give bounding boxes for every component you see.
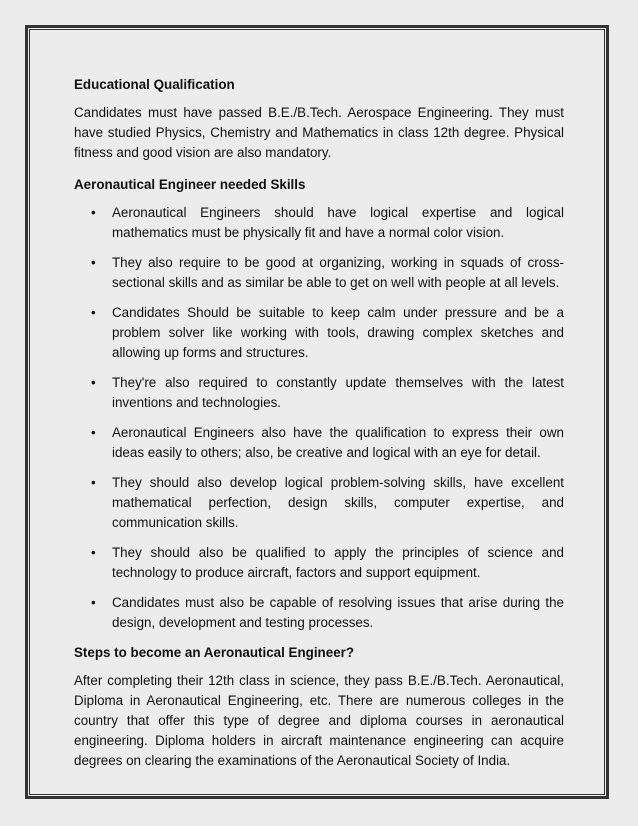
list-item <box>74 253 564 293</box>
steps-paragraph: After completing their 12th class in science, they pass B.E./B.Tech. Aeronautical, Diploma in Aeronautical Engineering, etc. There are numerous colleges in the country that offer this type of degree and diploma courses in aeronautical engineering. Diploma holders in aircraft maintenance engineering can acquire degrees on clearing the examinations of the Aeronautical Society of India. <box>74 673 564 768</box>
list-item-text: Candidates must also be capable of resolving issues that arise during the design, development and testing processes. <box>112 595 564 630</box>
list-item <box>74 593 564 633</box>
document-body <box>74 75 564 783</box>
list-item-text: They should also be qualified to apply the principles of science and technology to produce aircraft, factors and support equipment. <box>112 545 564 580</box>
list-item <box>74 543 564 583</box>
bullet-icon: • <box>91 545 96 560</box>
list-item-text: They should also develop logical problem-solving skills, have excellent mathematical perfection, design skills, computer expertise, and communication skills. <box>112 475 564 530</box>
bullet-icon: • <box>91 205 96 220</box>
list-item <box>74 373 564 413</box>
list-item-text: They're also required to constantly update themselves with the latest inventions and technologies. <box>112 375 564 410</box>
bullet-icon: • <box>91 255 96 270</box>
list-item-text: Candidates Should be suitable to keep calm under pressure and be a problem solver like working with tools, drawing complex sketches and allowing up forms and structures. <box>112 305 564 360</box>
list-item-text: They also require to be good at organizing, working in squads of cross-sectional skills and as similar be able to get on well with people at all levels. <box>112 255 564 290</box>
section-heading-education: Educational Qualification <box>74 77 235 92</box>
bullet-icon: • <box>91 425 96 440</box>
section-heading-steps: Steps to become an Aeronautical Engineer? <box>74 645 355 660</box>
list-item-text: Aeronautical Engineers also have the qualification to express their own ideas easily to others; also, be creative and logical with an eye for detail. <box>112 425 564 460</box>
education-paragraph: Candidates must have passed B.E./B.Tech. Aerospace Engineering. They must have studied Physics, Chemistry and Mathematics in class 12th degree. Physical fitness and good vision are also mandatory. <box>74 105 564 160</box>
bullet-icon: • <box>91 375 96 390</box>
list-item <box>74 423 564 463</box>
list-item <box>74 203 564 243</box>
skills-list <box>74 203 564 633</box>
bullet-icon: • <box>91 595 96 610</box>
list-item <box>74 303 564 363</box>
list-item <box>74 473 564 533</box>
list-item-text: Aeronautical Engineers should have logical expertise and logical mathematics must be physically fit and have a normal color vision. <box>112 205 564 240</box>
bullet-icon: • <box>91 305 96 320</box>
bullet-icon: • <box>91 475 96 490</box>
section-heading-skills: Aeronautical Engineer needed Skills <box>74 177 306 192</box>
